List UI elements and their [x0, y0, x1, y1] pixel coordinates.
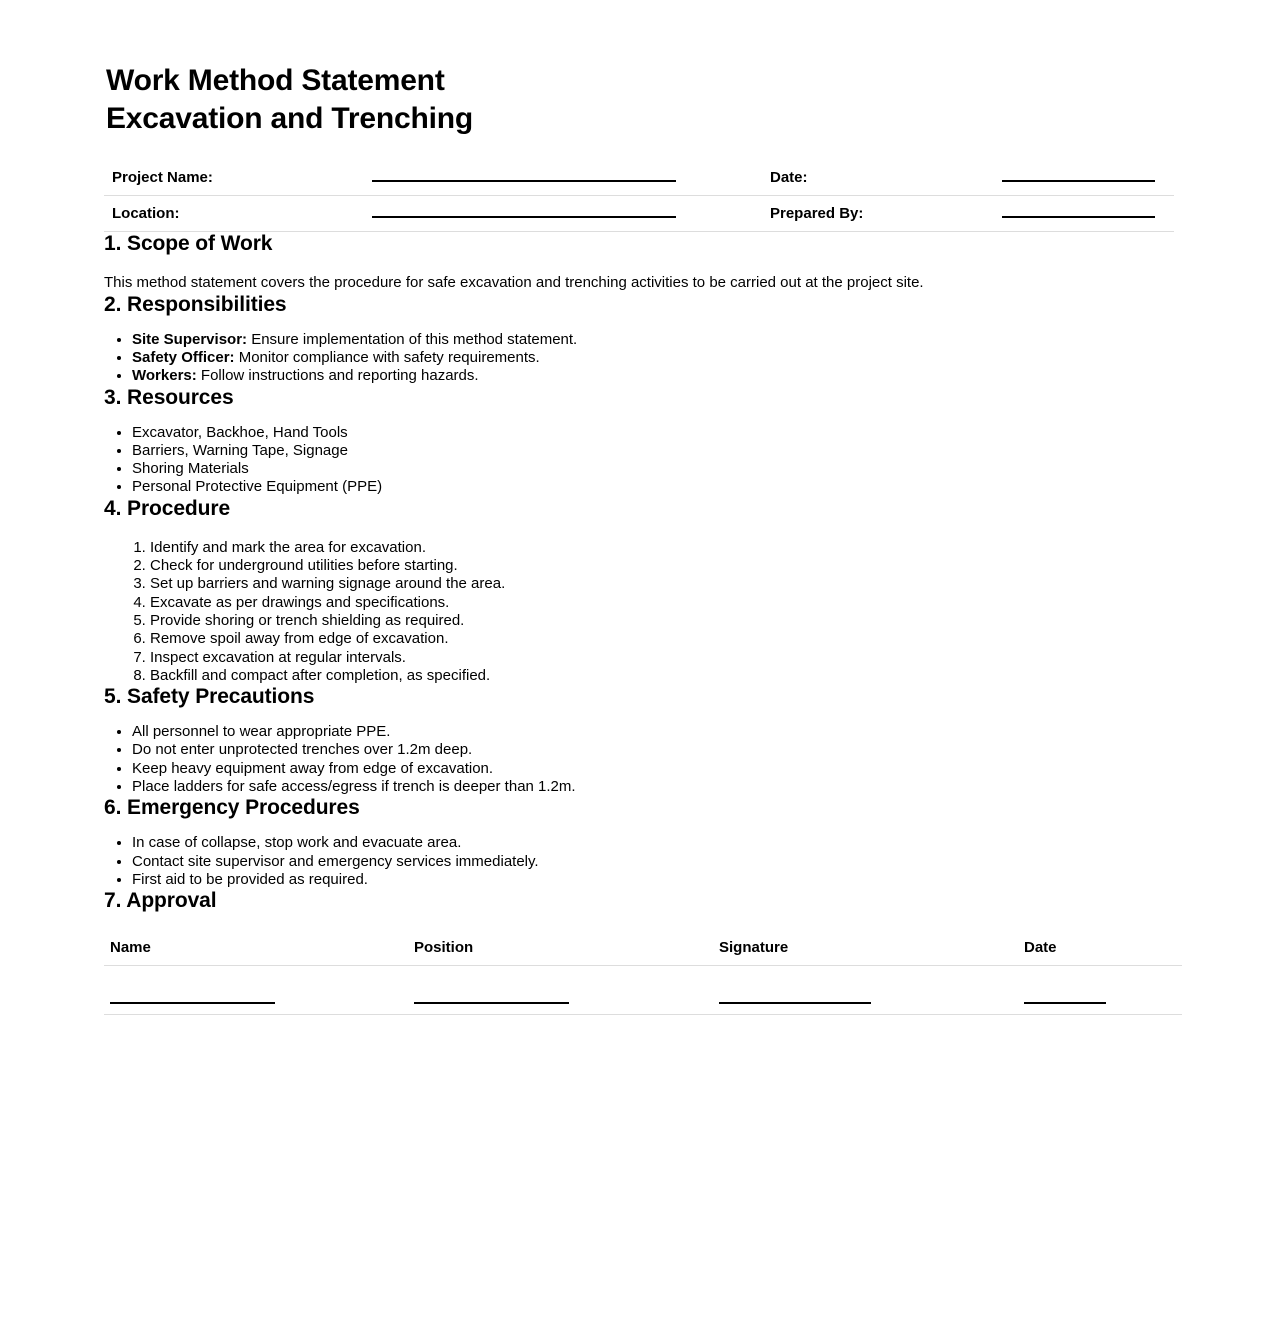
- prepared-by-fill-line: [1002, 205, 1155, 218]
- project-name-field[interactable]: [292, 160, 762, 196]
- approval-date-field[interactable]: [1018, 966, 1182, 1015]
- date-field[interactable]: [945, 160, 1174, 196]
- approval-column-header-position: Position: [408, 935, 713, 966]
- list-item: 3. Set up barriers and warning signage around the area.: [150, 575, 1159, 593]
- approval-table-header-row: [104, 935, 1182, 966]
- list-item: • Contact site supervisor and emergency services immediately.: [132, 853, 1159, 871]
- resources-list: [104, 424, 1159, 497]
- list-item: • Keep heavy equipment away from edge of excavation.: [132, 760, 1159, 778]
- list-item: • All personnel to wear appropriate PPE.: [132, 723, 1159, 741]
- responsibility-detail: Follow instructions and reporting hazards.: [196, 367, 479, 385]
- meta-row-location-preparedby: [104, 196, 1174, 232]
- approval-column-header-signature: Signature: [713, 935, 1018, 966]
- list-item: 5. Provide shoring or trench shielding as required.: [150, 612, 1159, 630]
- approval-position-fill-line: [414, 1001, 569, 1004]
- responsibilities-list: [104, 331, 1159, 386]
- list-item: 4. Excavate as per drawings and specifications.: [150, 594, 1159, 612]
- list-item: • First aid to be provided as required.: [132, 871, 1159, 889]
- prepared-by-field[interactable]: [945, 196, 1174, 232]
- project-name-label: Project Name:: [104, 160, 292, 196]
- document-title-line-1: Work Method Statement: [106, 64, 445, 97]
- section-heading-safety-precautions: 5. Safety Precautions: [104, 685, 315, 709]
- approval-name-fill-line: [110, 1001, 275, 1004]
- section-heading-resources: 3. Resources: [104, 385, 234, 409]
- safety-precautions-list: [104, 723, 1159, 796]
- responsibility-role: Safety Officer:: [132, 348, 235, 366]
- section-heading-responsibilities: 2. Responsibilities: [104, 292, 287, 316]
- prepared-by-label: Prepared By:: [762, 196, 945, 232]
- document-title-line-2: Excavation and Trenching: [106, 102, 473, 136]
- list-item: 2. Check for underground utilities before starting.: [150, 557, 1159, 575]
- section-heading-emergency-procedures: 6. Emergency Procedures: [104, 796, 360, 820]
- list-item: 7. Inspect excavation at regular intervals.: [150, 649, 1159, 667]
- location-field[interactable]: [292, 196, 762, 232]
- approval-date-fill-line: [1024, 1001, 1106, 1004]
- document-meta-table: [104, 160, 1174, 232]
- list-item: [132, 331, 1159, 349]
- responsibility-role: Workers:: [132, 367, 197, 385]
- list-item: • In case of collapse, stop work and evacuate area.: [132, 834, 1159, 852]
- scope-of-work-paragraph: This method statement covers the procedure for safe excavation and trenching activities to be carried out at the project site.: [104, 274, 924, 292]
- document-title: [106, 62, 1159, 138]
- list-item: 8. Backfill and compact after completion, as specified.: [150, 667, 1159, 685]
- approval-signature-field[interactable]: [713, 966, 1018, 1015]
- approval-column-header-name: Name: [104, 935, 408, 966]
- approval-position-field[interactable]: [408, 966, 713, 1015]
- list-item: • Shoring Materials: [132, 460, 1159, 478]
- list-item: [132, 367, 1159, 385]
- responsibility-detail: Ensure implementation of this method statement.: [247, 330, 578, 348]
- project-name-fill-line: [372, 169, 676, 182]
- location-fill-line: [372, 205, 676, 218]
- approval-name-field[interactable]: [104, 966, 408, 1015]
- list-item: 6. Remove spoil away from edge of excavation.: [150, 630, 1159, 648]
- list-item: • Personal Protective Equipment (PPE): [132, 478, 1159, 496]
- date-label: Date:: [762, 160, 945, 196]
- date-fill-line: [1002, 169, 1155, 182]
- approval-signature-fill-line: [719, 1001, 871, 1004]
- list-item: • Place ladders for safe access/egress if trench is deeper than 1.2m.: [132, 778, 1159, 796]
- procedure-list: [104, 539, 1159, 685]
- list-item: [132, 349, 1159, 367]
- section-heading-approval: 7. Approval: [104, 889, 217, 913]
- section-heading-procedure: 4. Procedure: [104, 496, 231, 520]
- approval-table: [104, 935, 1182, 1015]
- table-row: [104, 966, 1182, 1015]
- emergency-procedures-list: [104, 834, 1159, 889]
- responsibility-role: Site Supervisor:: [132, 330, 248, 348]
- list-item: • Barriers, Warning Tape, Signage: [132, 442, 1159, 460]
- list-item: • Excavator, Backhoe, Hand Tools: [132, 424, 1159, 442]
- list-item: • Do not enter unprotected trenches over 1.2m deep.: [132, 741, 1159, 759]
- list-item: 1. Identify and mark the area for excavation.: [150, 539, 1159, 557]
- meta-row-project-date: [104, 160, 1174, 196]
- location-label: Location:: [104, 196, 292, 232]
- responsibility-detail: Monitor compliance with safety requirements.: [234, 348, 540, 366]
- approval-column-header-date: Date: [1018, 935, 1182, 966]
- section-heading-scope-of-work: 1. Scope of Work: [104, 232, 273, 256]
